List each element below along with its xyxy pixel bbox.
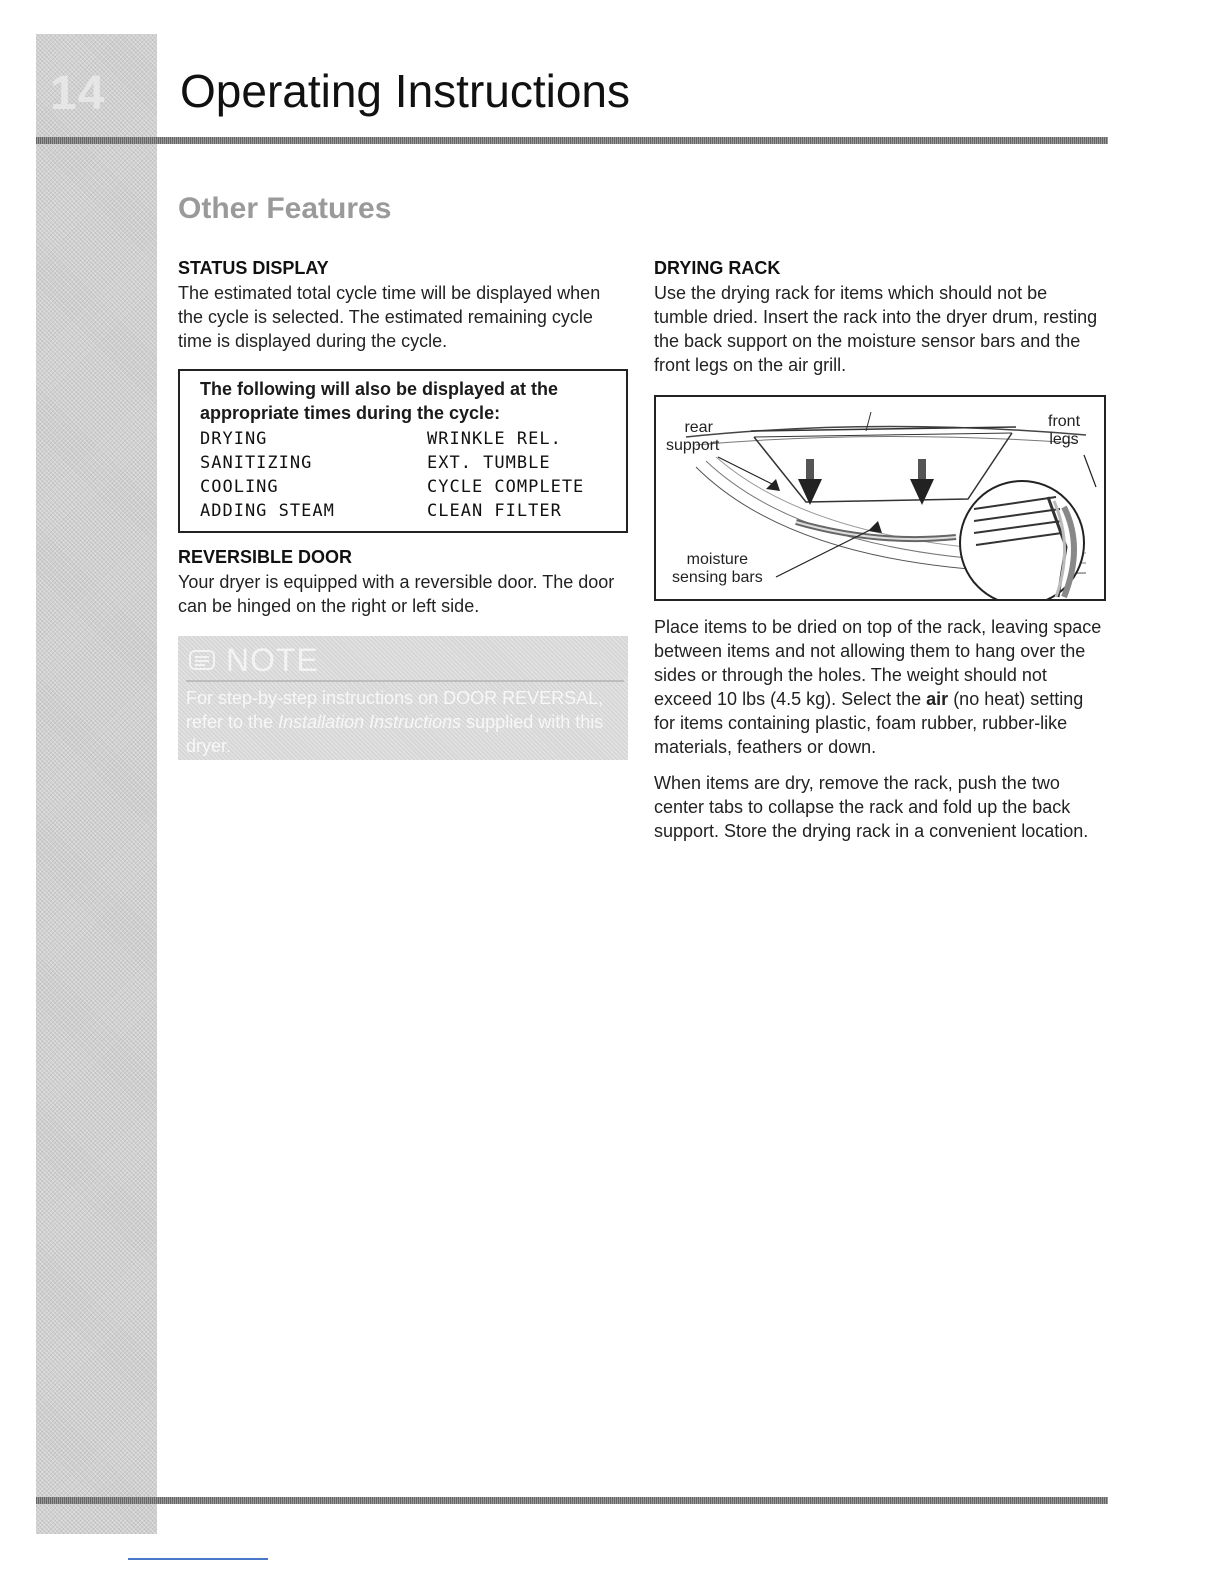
drying-rack-usage bbox=[654, 615, 1106, 759]
status-display-heading: STATUS DISPLAY bbox=[178, 258, 329, 278]
footer-underline bbox=[128, 1558, 268, 1560]
status-message: COOLING bbox=[200, 477, 279, 497]
status-box-lead: The following will also be displayed at the appropriate times during the cycle: bbox=[200, 379, 559, 423]
air-setting: air bbox=[926, 689, 949, 709]
status-message: DRYING bbox=[200, 429, 268, 449]
section-title: Other Features bbox=[178, 192, 392, 225]
right-column bbox=[654, 258, 1106, 843]
side-band bbox=[36, 34, 157, 1534]
note-divider bbox=[186, 680, 624, 682]
label-sensing-bars: sensing bars bbox=[672, 569, 763, 586]
drying-rack-heading: DRYING RACK bbox=[654, 258, 781, 278]
status-message: EXT. TUMBLE bbox=[427, 453, 551, 473]
label-support: support bbox=[666, 437, 720, 454]
note-text-italic: Installation Instructions bbox=[278, 712, 462, 732]
status-message: SANITIZING bbox=[200, 453, 313, 473]
drying-rack-body: Use the drying rack for items which should not be tumble dried. Insert the rack into the dryer drum, resting the back support on the moisture sensor bars and the front legs on the air grill. bbox=[654, 283, 1098, 375]
top-rule bbox=[36, 137, 1108, 144]
label-legs: legs bbox=[1049, 431, 1079, 448]
status-message: CLEAN FILTER bbox=[427, 501, 562, 521]
note-label: NOTE bbox=[226, 642, 319, 678]
note-text bbox=[186, 686, 616, 758]
usage-text-end: (no heat) setting for items containing plastic, foam rubber, rubber-like materials, feathers or down. bbox=[654, 689, 1084, 757]
reversible-door-heading: REVERSIBLE DOOR bbox=[178, 547, 353, 567]
usage-text-start: Place items to be dried on top of the rack, leaving space between items and not allowing them to hang over the sides or through the holes. The weight should not exceed 10 lbs (4.5 kg). Select the bbox=[654, 617, 1102, 709]
drying-rack-figure bbox=[654, 395, 1106, 601]
note-text-start: For step-by-step instructions on DOOR REVERSAL, refer to the bbox=[186, 688, 604, 732]
front-legs-label bbox=[1048, 413, 1080, 449]
note-icon bbox=[188, 649, 216, 673]
left-column bbox=[178, 258, 628, 760]
note-box bbox=[178, 636, 628, 760]
status-display-body: The estimated total cycle time will be displayed when the cycle is selected. The estimated remaining cycle time is displayed during the cycle. bbox=[178, 283, 601, 351]
reversible-door-section bbox=[178, 547, 628, 618]
label-moisture: moisture bbox=[686, 551, 749, 568]
moisture-bars-label bbox=[672, 551, 763, 587]
status-message: WRINKLE REL. bbox=[427, 429, 562, 449]
label-front: front bbox=[1048, 413, 1081, 430]
rear-support-label bbox=[666, 419, 720, 455]
page-title: Operating Instructions bbox=[180, 65, 631, 117]
reversible-door-body: Your dryer is equipped with a reversible door. The door can be hinged on the right or left side. bbox=[178, 572, 615, 616]
bottom-rule bbox=[36, 1497, 1108, 1504]
status-messages-grid bbox=[200, 427, 610, 523]
status-message: ADDING STEAM bbox=[200, 501, 335, 521]
status-message: CYCLE COMPLETE bbox=[427, 477, 585, 497]
drying-rack-storage: When items are dry, remove the rack, push the two center tabs to collapse the rack and fold up the back support. Store the drying rack in a convenient location. bbox=[654, 773, 1089, 841]
status-messages-box bbox=[178, 369, 628, 533]
note-header bbox=[188, 642, 319, 679]
page-number: 14 bbox=[50, 67, 106, 120]
label-rear: rear bbox=[684, 419, 713, 436]
note-text-end: supplied with this dryer. bbox=[186, 712, 604, 756]
